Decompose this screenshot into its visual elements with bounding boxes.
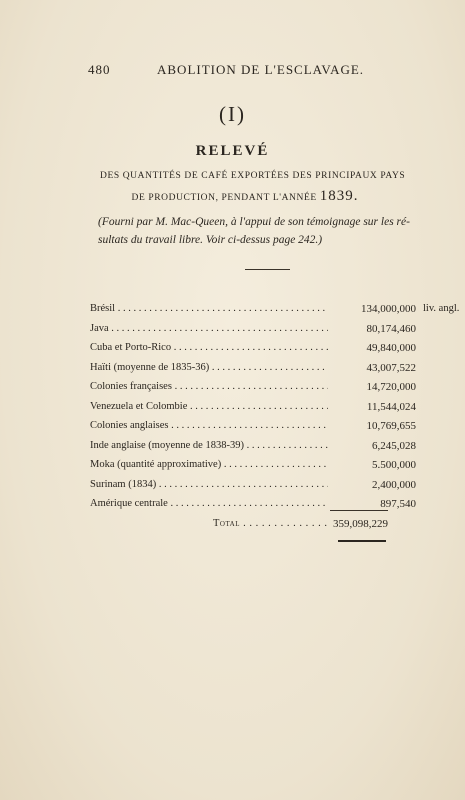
country-name: Amérique centrale . . . <box>90 498 328 509</box>
section-number: (I) <box>219 102 246 126</box>
country-name: Inde anglaise (moyenne de 1838-39) . . . <box>90 440 328 451</box>
export-value: 897,540 <box>380 498 416 510</box>
running-head <box>88 62 388 78</box>
country-name: Haïti (moyenne de 1835-36) . . . <box>90 362 328 373</box>
table-row <box>90 323 450 343</box>
table-row <box>90 440 450 460</box>
country-name: Venezuela et Colombie . . . <box>90 401 328 412</box>
export-value: 49,840,000 <box>366 342 416 354</box>
subtitle-line-1: DES QUANTITÉS DE CAFÉ EXPORTÉES DES PRINCIPAUX PAYS <box>100 171 406 181</box>
total-value: 359,098,229 <box>333 518 388 530</box>
unit-label: liv. angl. <box>423 303 460 314</box>
table-row <box>90 498 450 518</box>
table-row <box>90 420 450 440</box>
total-label: Total . . . <box>213 518 331 529</box>
country-name: Cuba et Porto-Rico . . . <box>90 342 328 353</box>
total-rule <box>330 510 388 511</box>
running-title: ABOLITION DE L'ESCLAVAGE. <box>157 62 365 77</box>
end-rule <box>338 540 386 542</box>
table-row <box>90 401 450 421</box>
separator-rule <box>245 269 290 270</box>
table-row <box>90 303 460 323</box>
export-table <box>90 303 460 518</box>
export-value: 2,400,000 <box>372 478 416 491</box>
table-row <box>90 459 450 479</box>
country-name: Moka (quantité approximative) . . . <box>90 459 328 470</box>
note-line-2: sultats du travail libre. Voir ci-dessus page 242.) <box>98 234 323 246</box>
table-row <box>90 479 450 499</box>
export-value: 43,007,522 <box>366 361 416 374</box>
table-row <box>90 362 450 382</box>
table-row <box>90 381 450 401</box>
country-name: Colonies françaises . . . <box>90 381 328 392</box>
note-line-1: (Fourni par M. Mac-Queen, à l'appui de son témoignage sur les ré- <box>98 216 410 228</box>
subtitle-year: 1839. <box>319 188 359 204</box>
country-name: Brésil . . . <box>90 303 328 314</box>
export-value: 134,000,000 <box>361 303 416 315</box>
page-number: 480 <box>88 62 111 77</box>
export-value: 10,769,655 <box>366 420 416 432</box>
export-value: 14,720,000 <box>366 381 416 393</box>
export-value: 6,245,028 <box>372 439 416 452</box>
export-value: 5.500,000 <box>372 459 416 471</box>
export-value: 11,544,024 <box>366 400 416 413</box>
country-name: Colonies anglaises . . . <box>90 420 328 431</box>
subtitle-line-2-text: DE PRODUCTION, PENDANT L'ANNÉE <box>131 193 317 203</box>
export-value: 80,174,460 <box>366 322 416 335</box>
table-row <box>90 342 450 362</box>
country-name: Surinam (1834) . . . <box>90 479 328 490</box>
country-name: Java . . . <box>90 323 328 334</box>
page-title: RELEVÉ <box>195 143 270 159</box>
subtitle-line-2 <box>100 188 390 205</box>
total-row <box>213 518 388 534</box>
